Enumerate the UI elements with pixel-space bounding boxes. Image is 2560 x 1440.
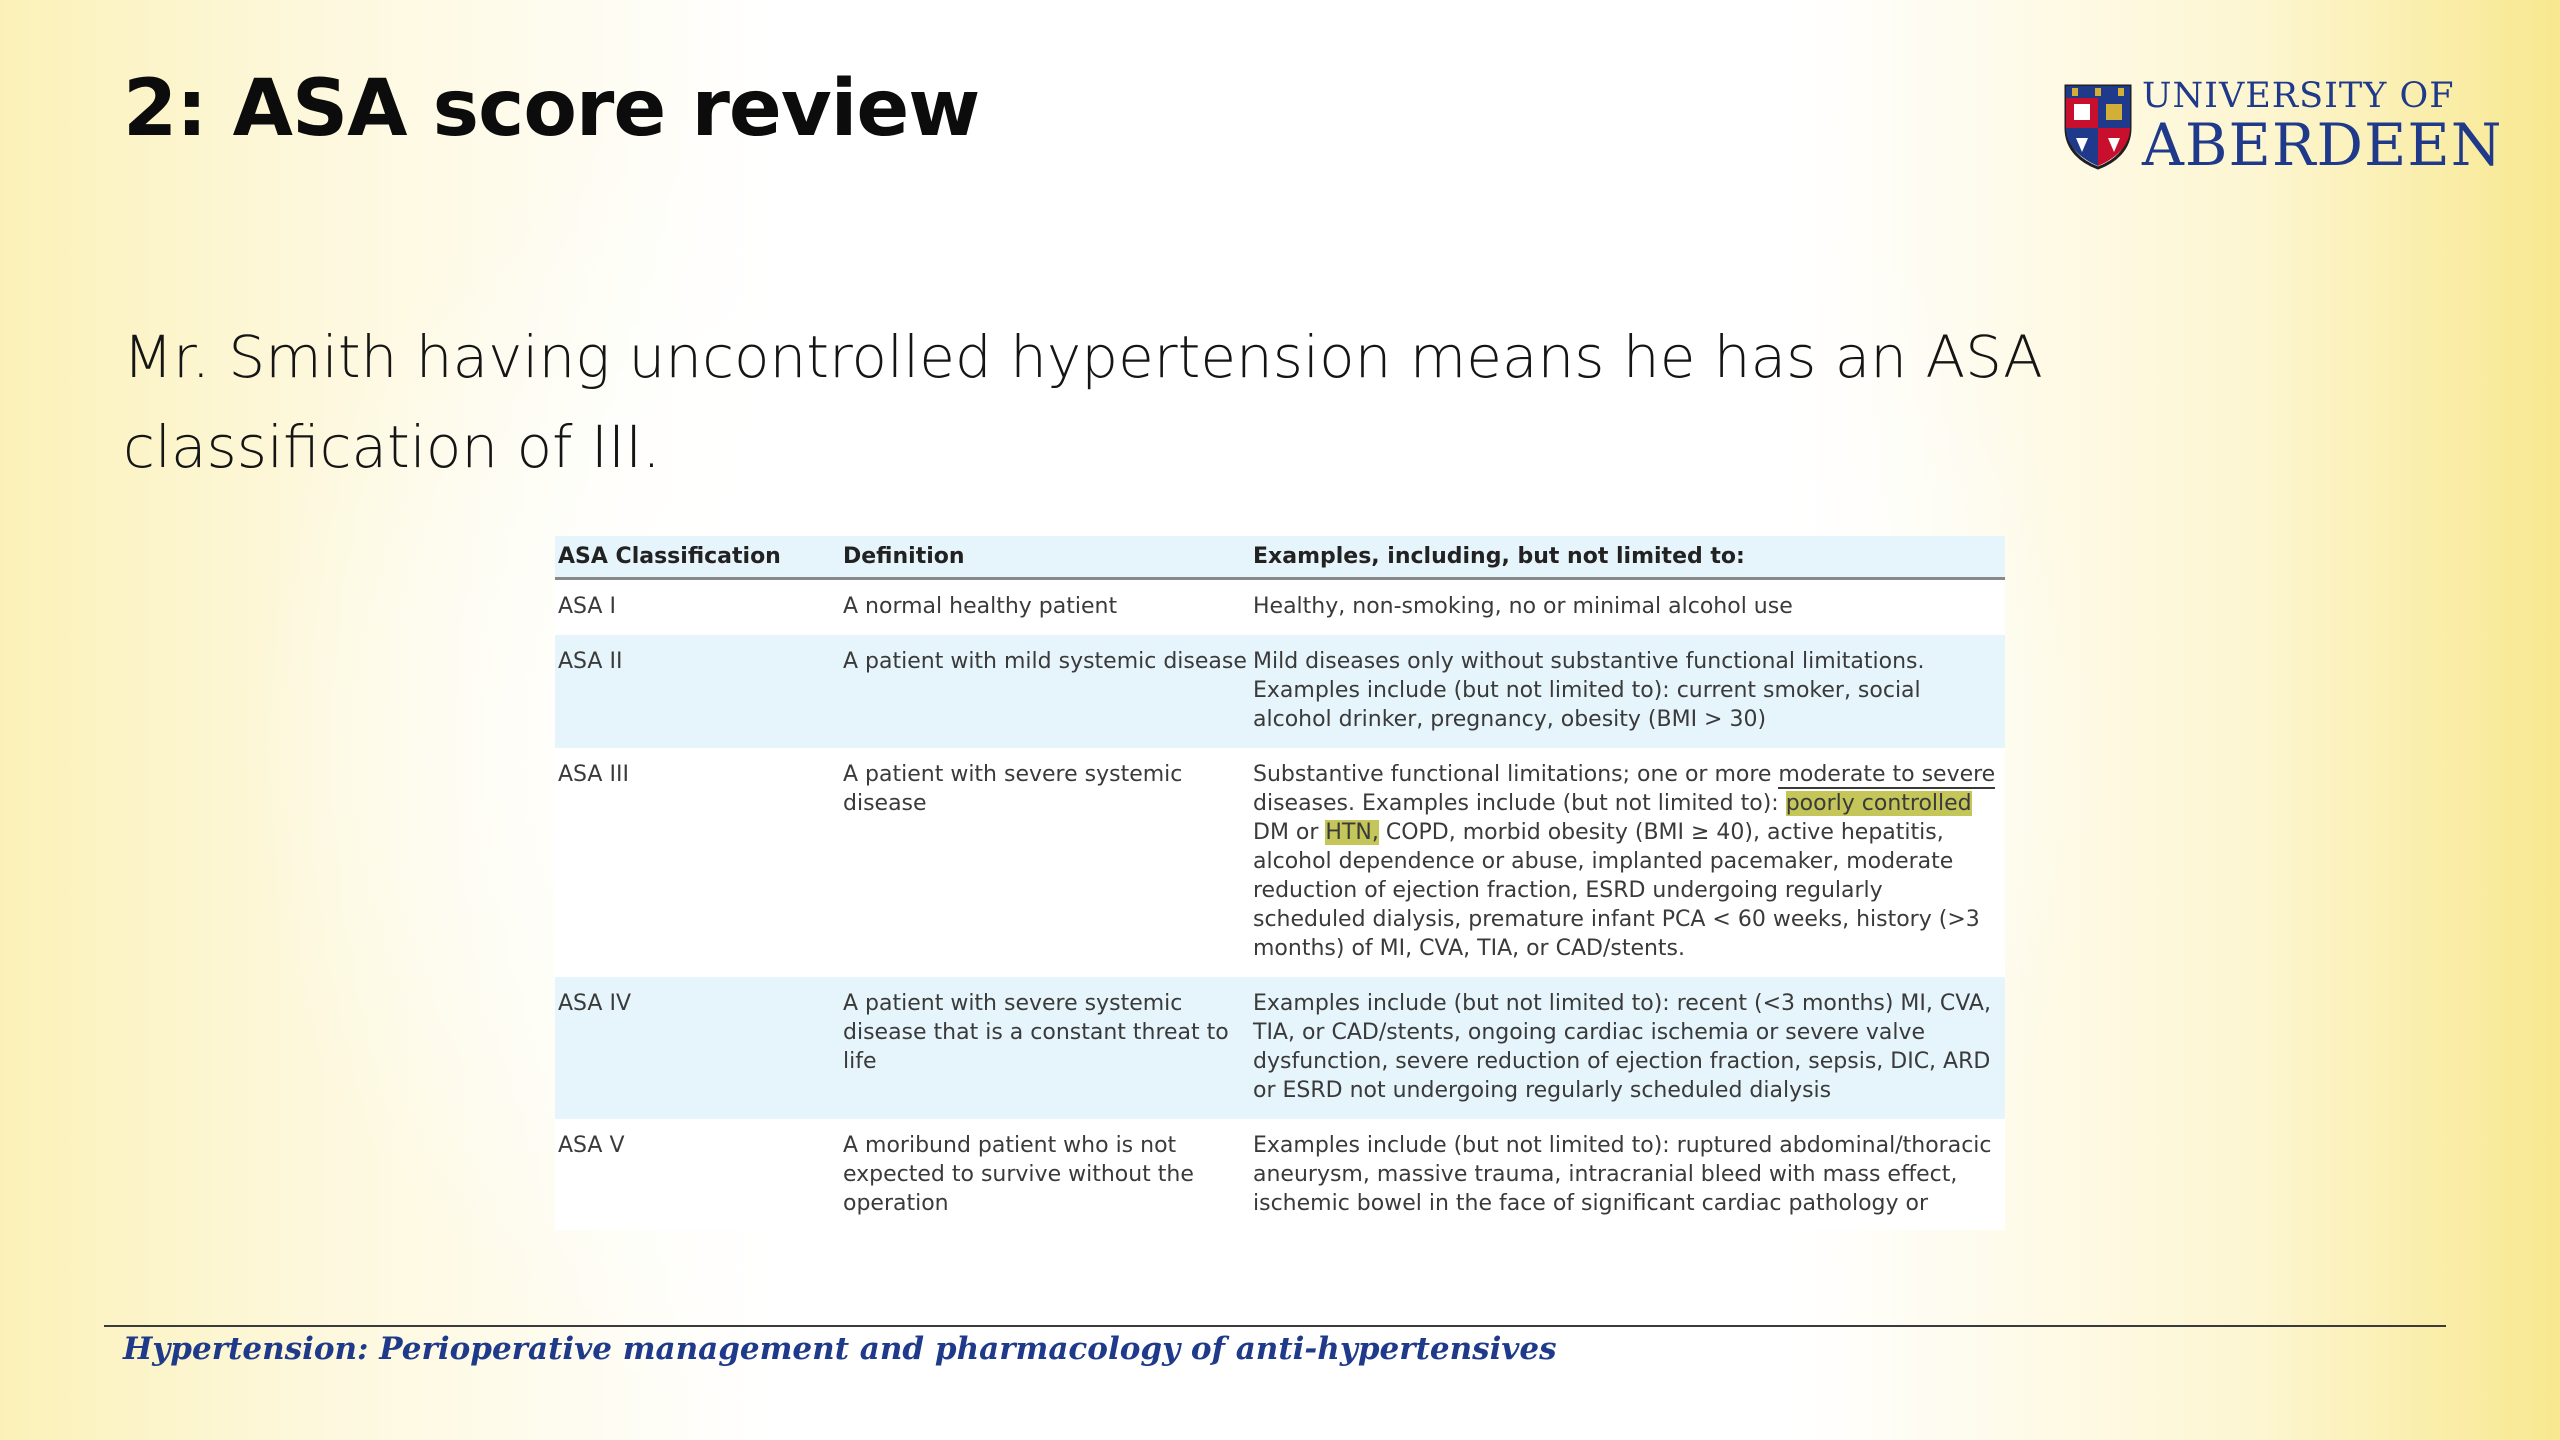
cell-class: ASA V [558, 1133, 625, 1158]
cell-definition: A patient with mild systemic disease [840, 635, 1250, 748]
highlighted-text: HTN, [1325, 820, 1379, 845]
slide-statement: Mr. Smith having uncontrolled hypertension means he has an ASA classification of III. [123, 323, 2043, 481]
cell-class: ASA I [558, 594, 616, 619]
cell-definition: A moribund patient who is not expected to survive without the operation [843, 1133, 1194, 1216]
column-header-classification: ASA Classification [555, 536, 840, 579]
column-header-definition: Definition [840, 536, 1250, 579]
cell-definition: A patient with severe systemic disease that is a constant threat to life [840, 977, 1250, 1119]
table-row-asa-iv [555, 977, 2005, 1119]
cell-examples: Examples include (but not limited to): recent (<3 months) MI, CVA, TIA, or CAD/stents, ongoing cardiac ischemia or severe valve dysfunction, severe reduction of ejection fraction, sepsis, DIC, ARD or ESRD not undergoing regularly scheduled dialysis [1250, 977, 2005, 1119]
cell-definition: A patient with severe systemic disease [843, 762, 1183, 816]
asa-classification-table [555, 536, 2005, 1230]
table-row-asa-iii [555, 748, 2005, 977]
table-row-asa-v [555, 1119, 2005, 1230]
logo-university-of: UNIVERSITY OF [2142, 75, 2455, 116]
examples-text: DM or [1253, 820, 1326, 845]
slide-title: 2: ASA score review [123, 64, 980, 154]
footer-divider [104, 1325, 2446, 1327]
examples-text: Substantive functional limitations; one or more [1253, 762, 1779, 787]
table-header-row [555, 536, 2005, 579]
table-row-asa-i [555, 579, 2005, 636]
cell-definition: A normal healthy patient [843, 594, 1118, 619]
cell-class: ASA II [555, 635, 840, 748]
cell-class: ASA III [558, 762, 629, 787]
cell-examples: Examples include (but not limited to): ruptured abdominal/thoracic aneurysm, massive trauma, intracranial bleed with mass effect, ischemic bowel in the face of significant cardiac pathology or [1253, 1133, 1992, 1216]
table-row-asa-ii [555, 635, 2005, 748]
cell-examples: Mild diseases only without substantive functional limitations. Examples include (but not limited to): current smoker, social alcohol drinker, pregnancy, obesity (BMI > 30) [1250, 635, 2005, 748]
university-crest-icon [2062, 82, 2134, 170]
logo-aberdeen: ABERDEEN [2142, 110, 2503, 179]
footer-text: Hypertension: Perioperative management and pharmacology of anti-hypertensives [123, 1331, 1557, 1367]
underlined-text: moderate to severe [1778, 762, 1996, 787]
cell-class: ASA IV [555, 977, 840, 1119]
highlighted-text: poorly controlled [1785, 791, 1972, 816]
cell-examples: Healthy, non-smoking, no or minimal alcohol use [1253, 594, 1793, 619]
examples-text: diseases. Examples include (but not limited to): [1253, 791, 1786, 816]
university-logo [2062, 75, 2503, 179]
column-header-examples: Examples, including, but not limited to: [1250, 536, 2005, 579]
cell-examples [1250, 748, 2005, 977]
examples-text: COPD, morbid obesity (BMI ≥ 40), active hepatitis, alcohol dependence or abuse, implanted pacemaker, moderate reduction of ejection fraction, ESRD undergoing regularly scheduled dialysis, premature infant PCA < 60 weeks, history (>3 months) of MI, CVA, TIA, or CAD/stents. [1253, 820, 1980, 961]
